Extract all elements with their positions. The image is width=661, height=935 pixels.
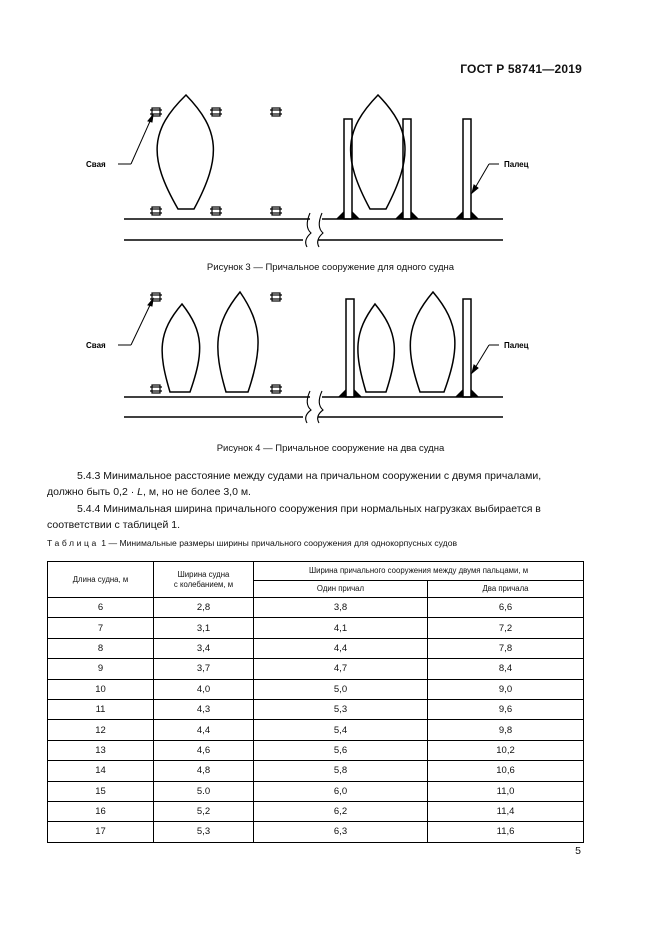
table-cell: 5.0 bbox=[154, 781, 254, 801]
table-cell: 6,0 bbox=[254, 781, 428, 801]
document-code: ГОСТ Р 58741—2019 bbox=[460, 62, 582, 76]
table-cell: 10 bbox=[48, 679, 154, 699]
table-row bbox=[48, 720, 584, 740]
table-cell: 5,8 bbox=[254, 761, 428, 781]
figure-4-caption: Рисунок 4 — Причальное сооружение на два судна bbox=[216, 443, 445, 454]
table-cell: 11,4 bbox=[428, 801, 584, 821]
table-cell: 5,4 bbox=[254, 720, 428, 740]
table-row bbox=[48, 781, 584, 801]
table-1-caption bbox=[47, 538, 457, 548]
table-cell: 5,3 bbox=[254, 699, 428, 719]
table-cell: 11,0 bbox=[428, 781, 584, 801]
table-cell: 4,3 bbox=[154, 699, 254, 719]
finger-label: Палец bbox=[504, 341, 529, 350]
pile bbox=[150, 108, 162, 116]
table-cell: 16 bbox=[48, 801, 154, 821]
figure-3-diagram bbox=[0, 85, 661, 255]
finger-pier bbox=[344, 119, 352, 219]
table-cell: 8 bbox=[48, 638, 154, 658]
table-cell: 4,0 bbox=[154, 679, 254, 699]
table-row bbox=[48, 801, 584, 821]
finger-pier bbox=[403, 119, 411, 219]
col-header-width-line2: с колебанием, м bbox=[173, 579, 234, 589]
pile bbox=[270, 293, 282, 301]
table-row bbox=[48, 699, 584, 719]
figure-3-caption: Рисунок 3 — Причальное сооружение для одного судна bbox=[206, 262, 455, 273]
p544-line-1: 5.4.4 Минимальная ширина причального сооружения при нормальных нагрузках выбирается в bbox=[77, 503, 541, 515]
finger-label: Палец bbox=[504, 160, 529, 169]
table-cell: 5,0 bbox=[254, 679, 428, 699]
table-cell: 3,8 bbox=[254, 598, 428, 618]
pile bbox=[270, 108, 282, 116]
table-cell: 3,7 bbox=[154, 659, 254, 679]
table-cell: 4,1 bbox=[254, 618, 428, 638]
table-cell: 4,4 bbox=[154, 720, 254, 740]
p544-line-2: соответствии с таблицей 1. bbox=[47, 519, 181, 531]
table-cell: 4,7 bbox=[254, 659, 428, 679]
ship-hull bbox=[162, 304, 200, 392]
table-cell: 7 bbox=[48, 618, 154, 638]
pile bbox=[210, 207, 222, 215]
ship-hull bbox=[358, 304, 394, 392]
table-cell: 11,6 bbox=[428, 822, 584, 842]
col-header-one-berth: Один причал bbox=[254, 581, 428, 598]
table-row bbox=[48, 761, 584, 781]
table-row bbox=[48, 679, 584, 699]
pile bbox=[270, 207, 282, 215]
table-body bbox=[48, 598, 584, 843]
table-cell: 7,8 bbox=[428, 638, 584, 658]
table-cell: 5,3 bbox=[154, 822, 254, 842]
col-header-length: Длина судна, м bbox=[48, 562, 154, 598]
p543-line-2a: должно быть 0,2 · bbox=[47, 486, 138, 498]
p543-line-1: 5.4.3 Минимальное расстояние между судами на причальном сооружении с двумя причалами, bbox=[77, 470, 542, 482]
table-row bbox=[48, 822, 584, 842]
table-row bbox=[48, 740, 584, 760]
ship-hull bbox=[157, 95, 213, 209]
length-variable: L bbox=[137, 486, 143, 498]
table-cell: 3,1 bbox=[154, 618, 254, 638]
paragraph-5-4-3 bbox=[47, 468, 581, 500]
table-cell: 8,4 bbox=[428, 659, 584, 679]
figure-4-diagram bbox=[0, 282, 661, 427]
finger-pier bbox=[463, 299, 471, 397]
table-cell: 4,8 bbox=[154, 761, 254, 781]
table-cell: 9 bbox=[48, 659, 154, 679]
table-cell: 9,0 bbox=[428, 679, 584, 699]
table-row bbox=[48, 638, 584, 658]
col-header-width-line1: Ширина судна bbox=[177, 569, 230, 579]
table-cell: 4,4 bbox=[254, 638, 428, 658]
table-cell: 6,3 bbox=[254, 822, 428, 842]
table-cell: 6,6 bbox=[428, 598, 584, 618]
col-header-width bbox=[154, 562, 254, 598]
pile-label: Свая bbox=[86, 341, 106, 350]
table-cell: 2,8 bbox=[154, 598, 254, 618]
table-cell: 15 bbox=[48, 781, 154, 801]
pile bbox=[270, 385, 282, 393]
table-cell: 4,6 bbox=[154, 740, 254, 760]
pile-label: Свая bbox=[86, 160, 106, 169]
pile bbox=[210, 108, 222, 116]
table-cell: 3,4 bbox=[154, 638, 254, 658]
table-cell: 14 bbox=[48, 761, 154, 781]
table-row bbox=[48, 618, 584, 638]
table-row bbox=[48, 659, 584, 679]
finger-pier bbox=[463, 119, 471, 219]
table-cell: 11 bbox=[48, 699, 154, 719]
table-cell: 10,2 bbox=[428, 740, 584, 760]
table-row bbox=[48, 598, 584, 618]
table-cell: 5,6 bbox=[254, 740, 428, 760]
table-1 bbox=[47, 561, 584, 843]
table-cell: 12 bbox=[48, 720, 154, 740]
pile bbox=[150, 385, 162, 393]
table-cell: 9,8 bbox=[428, 720, 584, 740]
table-cell: 5,2 bbox=[154, 801, 254, 821]
pile bbox=[150, 207, 162, 215]
table-cell: 6,2 bbox=[254, 801, 428, 821]
table-cell: 17 bbox=[48, 822, 154, 842]
ship-hull bbox=[410, 292, 455, 392]
table-cell: 13 bbox=[48, 740, 154, 760]
ship-hull bbox=[351, 95, 405, 209]
col-header-group: Ширина причального сооружения между двумя пальцами, м bbox=[254, 562, 584, 581]
finger-pier bbox=[346, 299, 354, 397]
ship-hull bbox=[218, 292, 258, 392]
table-cell: 7,2 bbox=[428, 618, 584, 638]
p543-line-2b: , м, но не более 3,0 м. bbox=[142, 486, 251, 498]
paragraph-5-4-4 bbox=[47, 501, 581, 533]
table-cell: 6 bbox=[48, 598, 154, 618]
table-caption-word: Таблица bbox=[47, 538, 99, 548]
col-header-two-berths: Два причала bbox=[428, 581, 584, 598]
table-caption-text: 1 — Минимальные размеры ширины причального сооружения для однокорпусных судов bbox=[101, 538, 458, 548]
table-cell: 10,6 bbox=[428, 761, 584, 781]
table-cell: 9,6 bbox=[428, 699, 584, 719]
page-number: 5 bbox=[575, 845, 581, 857]
